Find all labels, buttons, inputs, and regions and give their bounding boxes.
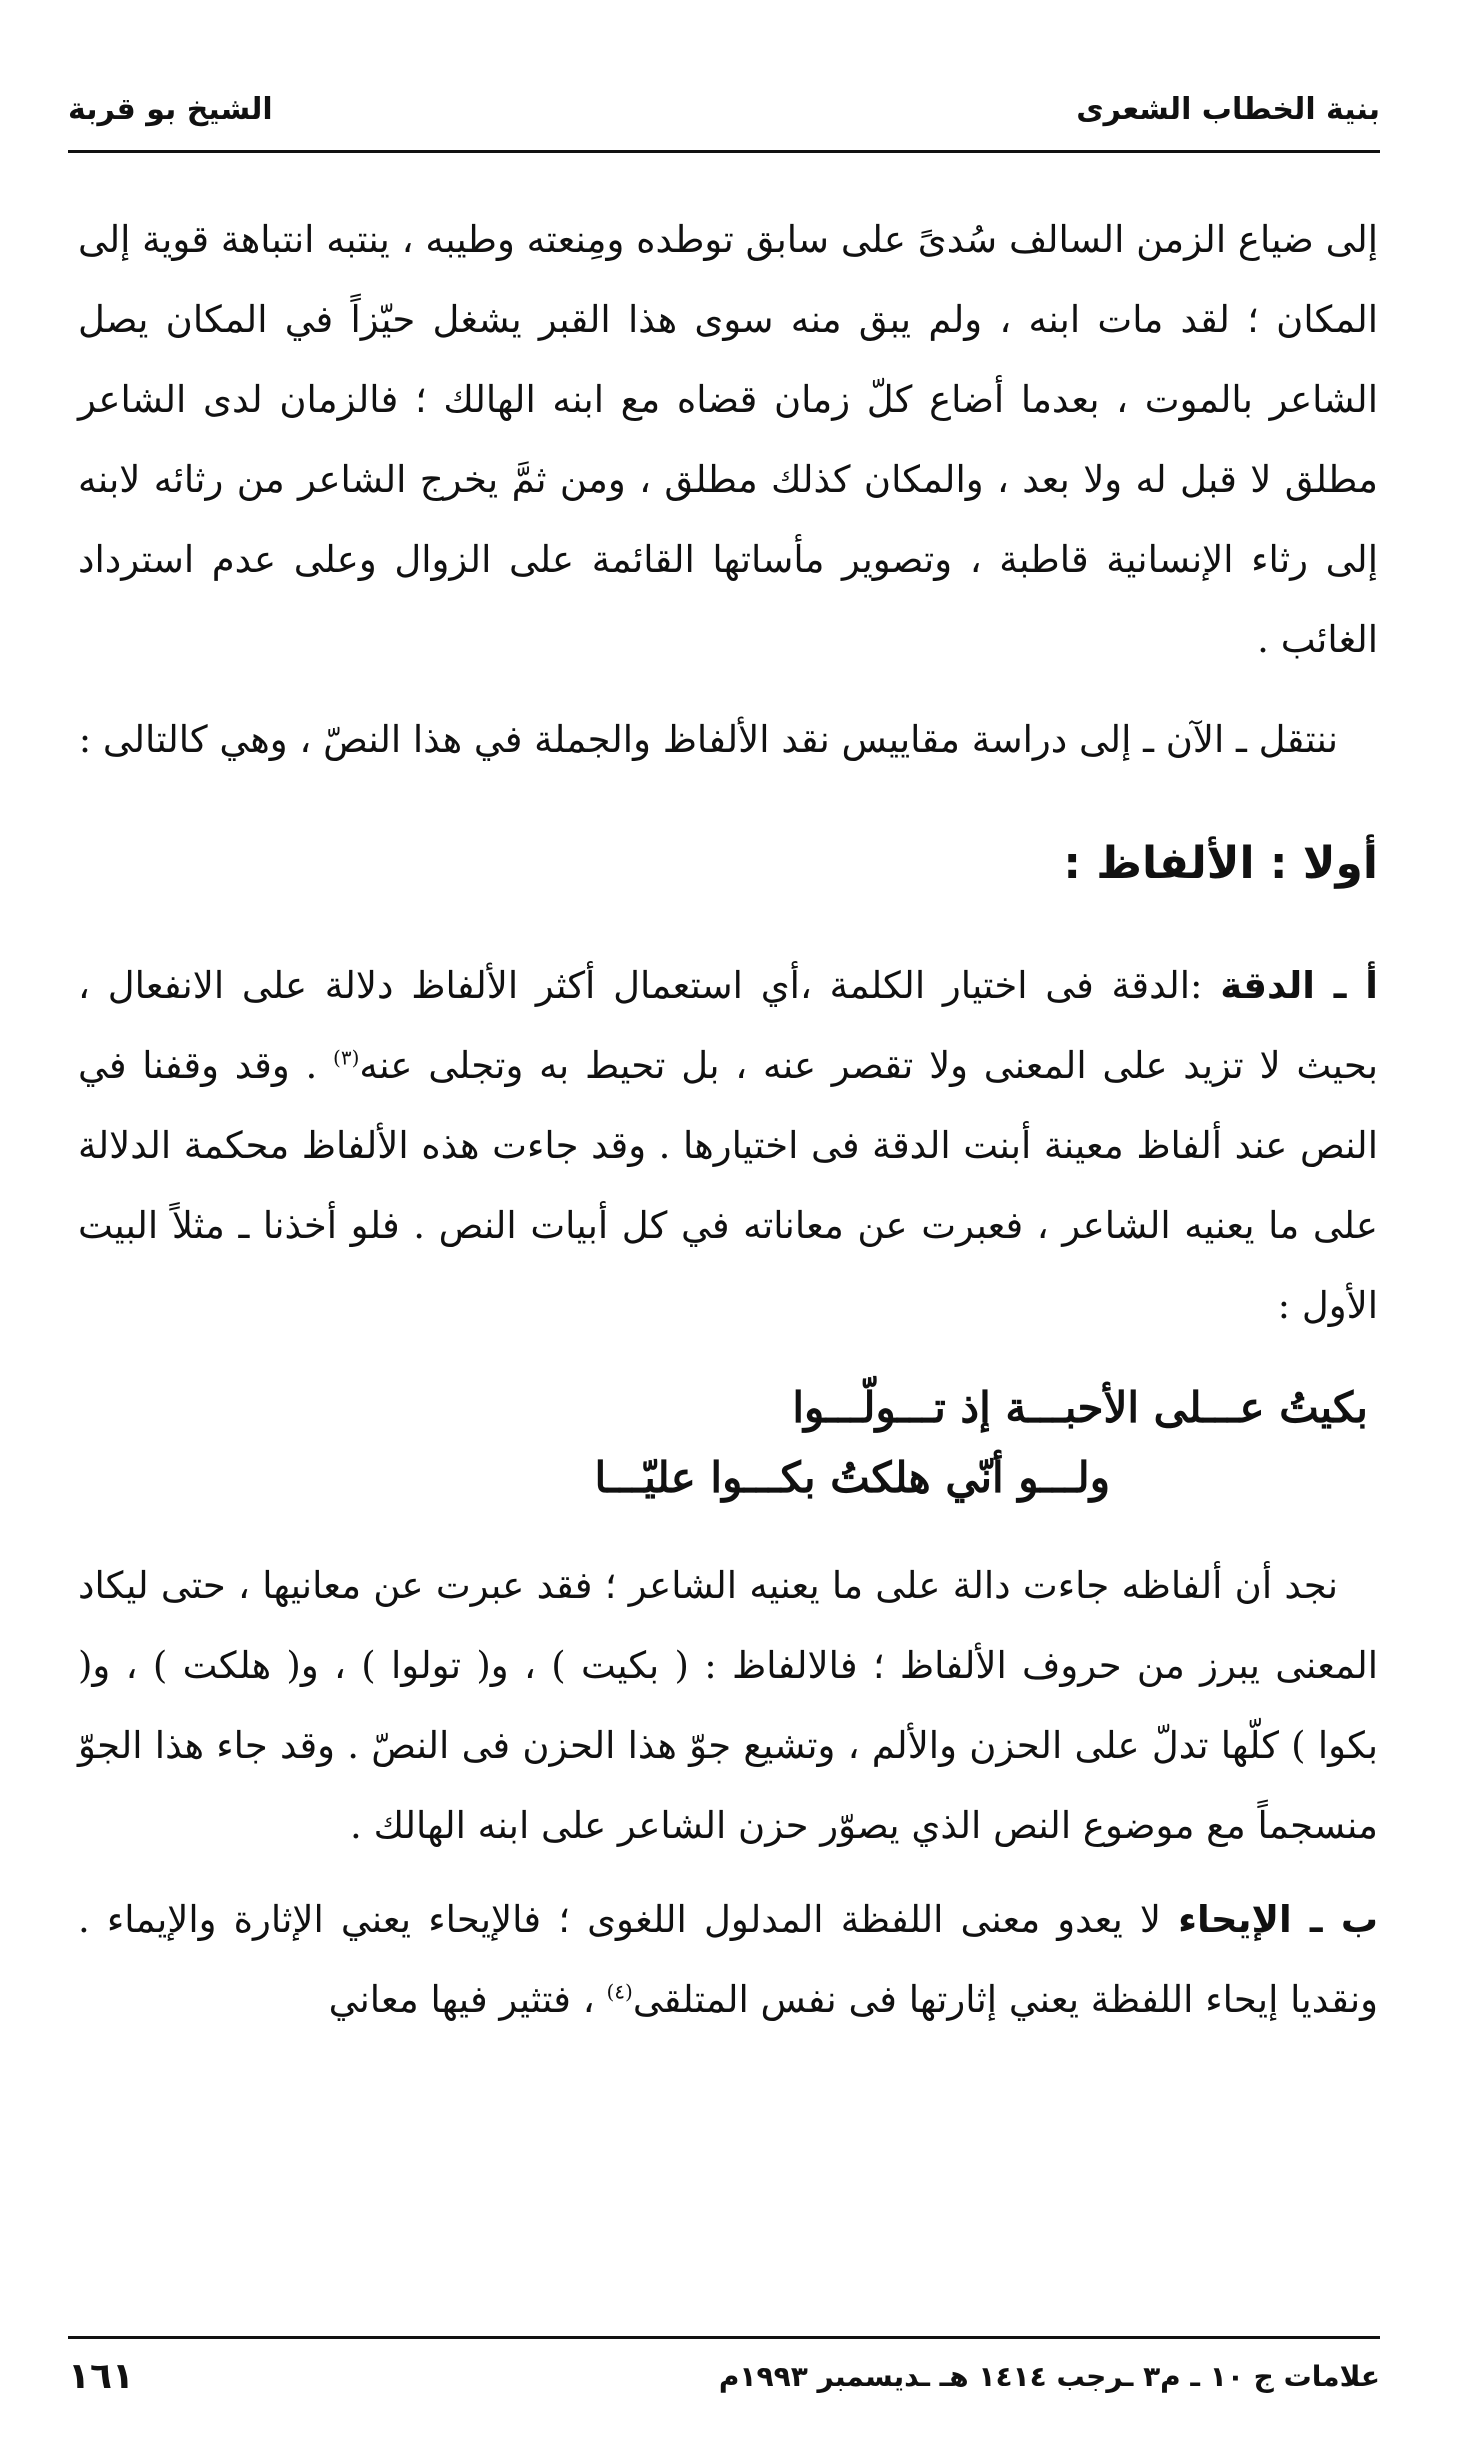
running-header — [68, 84, 1380, 134]
verse-hemistich-second: ولـــو أنّي هلكتُ بكـــوا عليّـــا — [594, 1453, 1110, 1502]
page-number: ١٦١ — [68, 2355, 134, 2397]
poem-verse — [78, 1360, 1378, 1530]
page-footer — [68, 2348, 1380, 2404]
paragraph: نجد أن ألفاظه جاءت دالة على ما يعنيه الشاعر ؛ فقد عبرت عن معانيها ، حتى ليكاد المعنى يبرز من حروف الألفاظ ؛ فالالفاظ : ( بكيت ) ، و( تولوا ) ، و( هلكت ) ، و( بكوا ) كلّها تدلّ على الحزن والألم ، وتشيع جوّ هذا الحزن فى النصّ . وقد جاء هذا الجوّ منسجماً مع موضوع النص الذي يصوّر حزن الشاعر على ابنه الهالك . — [78, 1564, 1378, 1847]
paragraph-text: لا يعدو معنى اللفظة المدلول اللغوى ؛ فالإيحاء يعني الإثارة والإيماء . ونقديا إيحاء اللفظة يعني إثارتها فى نفس المتلقى — [78, 1898, 1378, 2021]
subsection-label: ب ـ الإيحاء — [1178, 1898, 1378, 1941]
paragraph — [78, 1880, 1378, 2040]
paragraph: ننتقل ـ الآن ـ إلى دراسة مقاييس نقد الألفاظ والجملة في هذا النصّ ، وهي كالتالى : — [78, 718, 1338, 761]
paragraph-text: . وقد وقفنا في النص عند ألفاظ معينة أبنت الدقة فى اختيارها . وقد جاءت هذه الألفاظ محكمة الدلالة على ما يعنيه الشاعر ، فعبرت عن معاناته في كل أبيات النص . فلو أخذنا ـ مثلاً البيت الأول : — [78, 1044, 1378, 1327]
section-heading: أولا : الألفاظ : — [1063, 838, 1378, 889]
page-body — [78, 200, 1378, 2040]
subsection-label: أ ـ الدقة — [1220, 964, 1378, 1007]
footer-rule — [68, 2336, 1380, 2339]
header-rule — [68, 150, 1380, 153]
paragraph-text: :الدقة فى اختيار الكلمة ،أي استعمال أكثر الألفاظ دلالة على الانفعال ، بحيث لا تزيد على المعنى ولا تقصر عنه ، بل تحيط به وتجلى عنه — [78, 964, 1378, 1087]
footnote-reference: (٣) — [333, 1045, 360, 1070]
paragraph: إلى ضياع الزمن السالف سُدىً على سابق توطده ومِنعته وطيبه ، ينتبه انتباهة قوية إلى المكان ؛ لقد مات ابنه ، ولم يبق منه سوى هذا القبر يشغل حيّزاً في المكان يصل الشاعر بالموت ، بعدما أضاع كلّ زمان قضاه مع ابنه الهالك ؛ فالزمان لدى الشاعر مطلق لا قبل له ولا بعد ، والمكان كذلك مطلق ، ومن ثمَّ يخرج الشاعر من رثائه لابنه إلى رثاء الإنسانية قاطبة ، وتصوير مأساتها القائمة على الزوال وعلى عدم استرداد الغائب . — [78, 218, 1378, 661]
author-name: الشيخ بو قربة — [68, 91, 273, 127]
paragraph — [78, 946, 1378, 1346]
paragraph-text: ، فتثير فيها معاني — [328, 1978, 607, 2021]
footnote-reference: (٤) — [606, 1979, 633, 2004]
verse-hemistich-first: بكيتُ عـــلى الأحبـــة إذ تـــولّـــوا — [792, 1383, 1368, 1432]
book-title: بنية الخطاب الشعرى — [1076, 91, 1380, 127]
journal-citation: علامات ج ١٠ ـ م٣ ـرجب ١٤١٤ هـ ـديسمبر ١٩٩٣م — [718, 2359, 1380, 2393]
